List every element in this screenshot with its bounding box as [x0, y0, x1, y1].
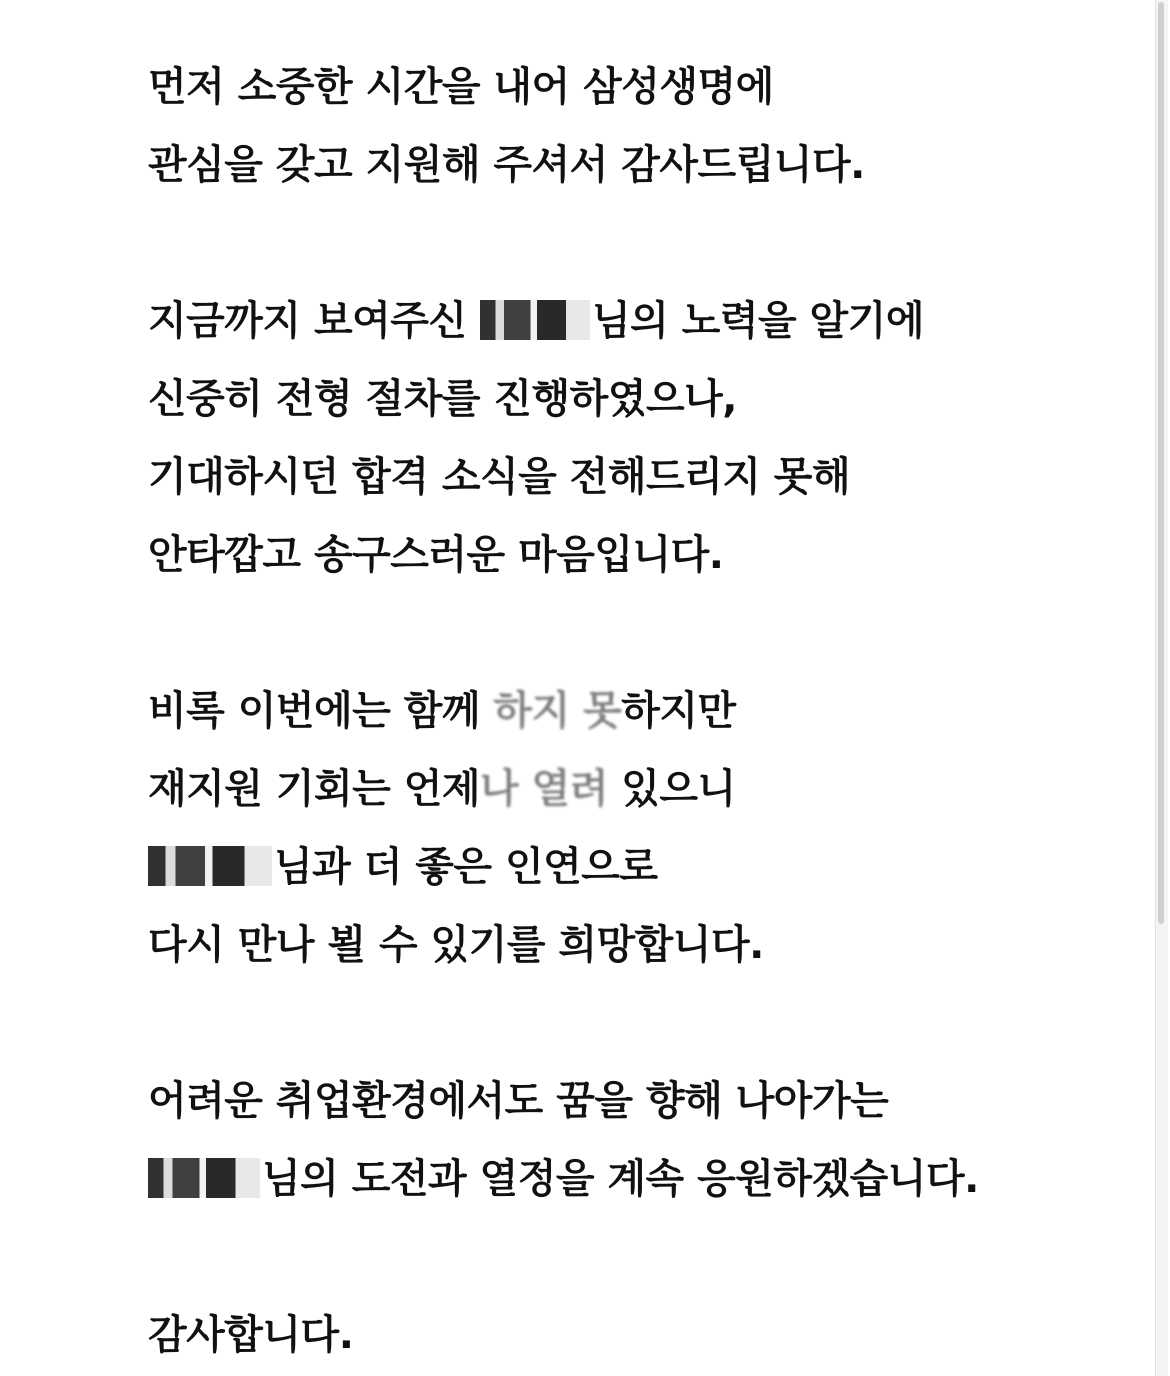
paragraph-gap [148, 984, 1128, 1062]
letter-text: 재지원 기회는 언제 [148, 766, 480, 812]
letter-text: 신중히 전형 절차를 진행하였으나, [148, 376, 737, 422]
letter-text: 있으니 [607, 766, 736, 812]
letter-line [148, 516, 1128, 594]
letter-text: 지금까지 보여주신 [148, 298, 480, 344]
paragraph-gap [148, 204, 1128, 282]
letter-line [148, 1140, 1128, 1218]
blurred-text: 하지 못 [493, 688, 622, 734]
letter-line [148, 672, 1128, 750]
letter-text: 비록 이번에는 함께 [148, 688, 494, 734]
letter-line [148, 828, 1128, 906]
rejection-letter [148, 48, 1128, 1374]
letter-line [148, 360, 1128, 438]
letter-text: 안타깝고 송구스러운 마음입니다. [148, 532, 724, 578]
letter-line [148, 1296, 1128, 1374]
redacted-name [148, 846, 272, 886]
letter-text: 하지만 [621, 688, 736, 734]
letter-text: 님의 도전과 열정을 계속 응원하겠습니다. [262, 1156, 979, 1202]
letter-text: 먼저 소중한 시간을 내어 삼성생명에 [148, 64, 774, 110]
letter-text: 어려운 취업환경에서도 꿈을 향해 나아가는 [148, 1078, 889, 1124]
vertical-scrollbar[interactable] [1155, 0, 1168, 1376]
letter-line [148, 750, 1128, 828]
letter-line [148, 282, 1128, 360]
blurred-text: 나 열려 [479, 766, 608, 812]
letter-line [148, 48, 1128, 126]
paragraph-gap [148, 1218, 1128, 1296]
letter-line [148, 126, 1128, 204]
letter-text: 기대하시던 합격 소식을 전해드리지 못해 [148, 454, 851, 500]
letter-text: 감사합니다. [148, 1312, 354, 1358]
letter-line [148, 438, 1128, 516]
letter-line [148, 906, 1128, 984]
redacted-name [148, 1158, 260, 1198]
letter-line [148, 1062, 1128, 1140]
scrollbar-thumb[interactable] [1158, 2, 1164, 924]
letter-text: 관심을 갖고 지원해 주셔서 감사드립니다. [148, 142, 865, 188]
letter-text: 님의 노력을 알기에 [591, 298, 924, 344]
redacted-name [480, 300, 590, 340]
letter-text: 다시 만나 뵐 수 있기를 희망합니다. [148, 922, 764, 968]
paragraph-gap [148, 594, 1128, 672]
letter-text: 님과 더 좋은 인연으로 [274, 844, 658, 890]
